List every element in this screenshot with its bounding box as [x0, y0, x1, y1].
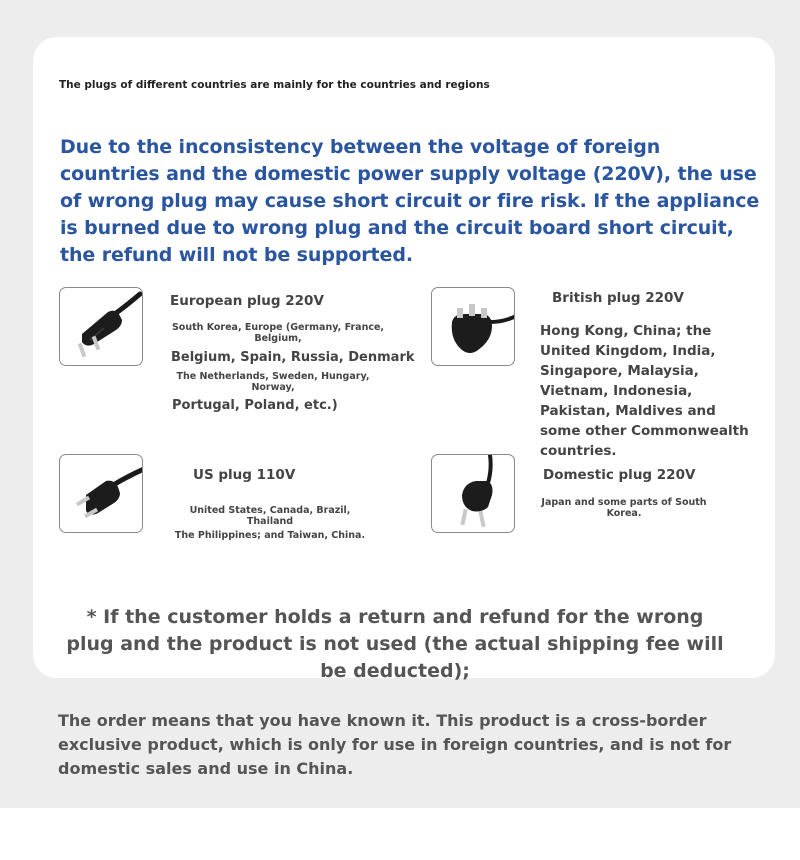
voltage-warning: Due to the inconsistency between the voltage of foreign countries and the domestic power supply voltage (220V), the use of wrong plug may cause short circuit or fire risk. If the appliance is burned due to wrong plug and the circuit board short circuit, the refund will not be supported.	[60, 136, 760, 266]
domestic-plug-image	[431, 454, 515, 533]
us-countries-2: The Philippines; and Taiwan, China.	[174, 530, 366, 541]
domestic-plug-title: Domestic plug 220V	[543, 467, 696, 483]
euro-countries-2: Belgium, Spain, Russia, Denmark	[171, 350, 415, 365]
domestic-countries: Japan and some parts of South Korea.	[541, 497, 707, 519]
euro-plug-icon	[60, 288, 143, 366]
footer-notice: The order means that you have known it. This product is a cross-border exclusive product, which is only for use in foreign countries, and is not for domestic sales and use in China.	[58, 711, 732, 778]
us-countries-1: United States, Canada, Brazil, Thailand	[189, 505, 351, 527]
euro-plug-image	[59, 287, 143, 366]
uk-plug-icon	[432, 288, 515, 366]
uk-countries: Hong Kong, China; the United Kingdom, India, Singapore, Malaysia, Vietnam, Indonesia, Pakistan, Maldives and some other Commonwealth countries.	[540, 323, 749, 459]
header-note: The plugs of different countries are mainly for the countries and regions	[59, 79, 490, 91]
euro-countries-1: South Korea, Europe (Germany, France, Belgium,	[171, 322, 385, 344]
euro-plug-title: European plug 220V	[170, 293, 324, 309]
uk-plug-image	[431, 287, 515, 366]
euro-countries-4: Portugal, Poland, etc.)	[172, 398, 338, 413]
us-plug-icon	[60, 455, 143, 533]
us-plug-title: US plug 110V	[193, 467, 296, 483]
domestic-plug-icon	[432, 455, 515, 533]
refund-note: * If the customer holds a return and refund for the wrong plug and the product is not used (the actual shipping fee will be deducted);	[66, 606, 724, 682]
us-plug-image	[59, 454, 143, 533]
euro-countries-3: The Netherlands, Sweden, Hungary, Norway,	[176, 371, 370, 393]
uk-plug-title: British plug 220V	[552, 290, 684, 306]
